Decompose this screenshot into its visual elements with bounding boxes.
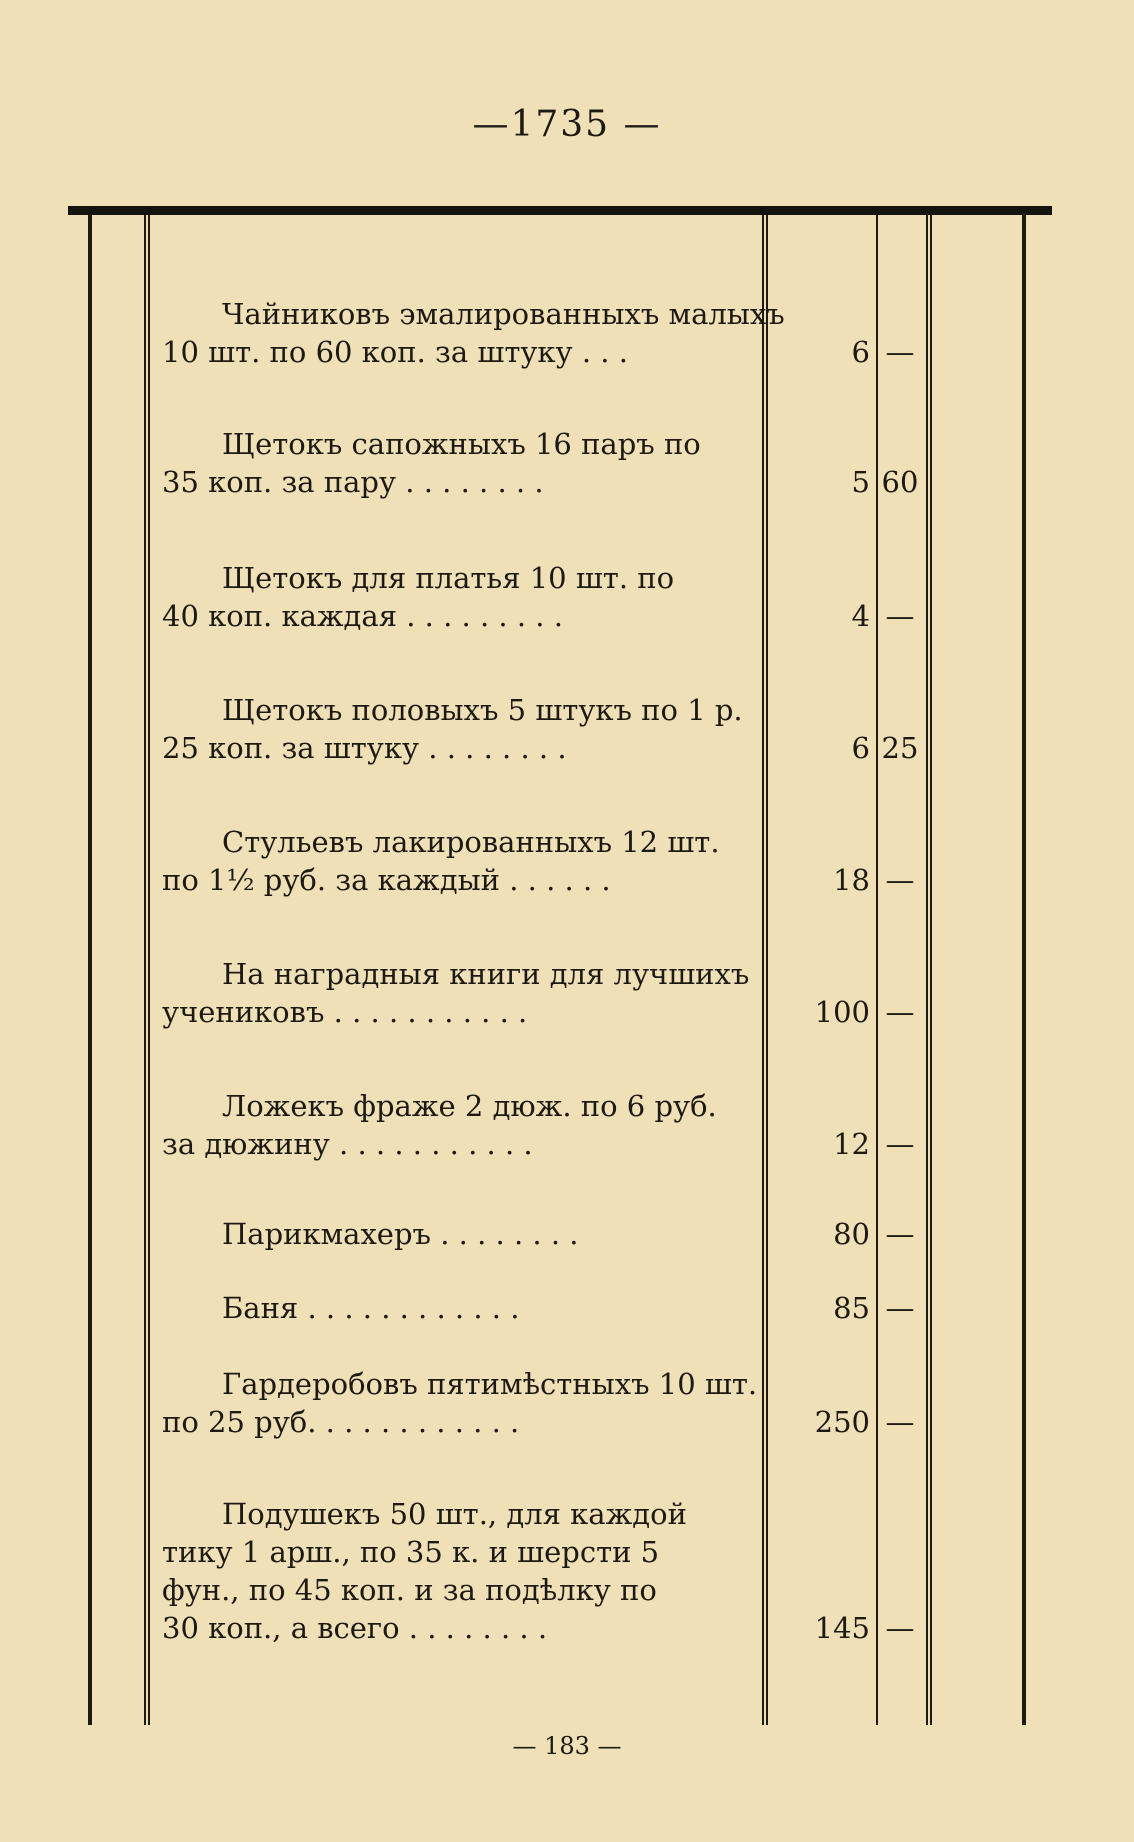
entry-line: Ложекъ фраже 2 дюж. по 6 руб. <box>222 1089 717 1123</box>
entry-line: Подушекъ 50 шт., для каждой <box>222 1497 687 1531</box>
entry-rubles: 5 <box>851 465 870 499</box>
entry-kopecks: 60 <box>881 465 919 499</box>
entry-line: по 1½ руб. за каждый . . . . . . <box>162 863 611 897</box>
entry-kopecks: — <box>885 1217 915 1251</box>
entry-line: Чайниковъ эмалированныхъ малыхъ <box>222 297 785 331</box>
ledger-rule-margin-inner <box>148 215 150 1725</box>
ledger-table <box>68 215 1052 1725</box>
entry-line: Гардеробовъ пятимѣстныхъ 10 шт. <box>222 1367 758 1401</box>
entry-description <box>162 1289 808 1327</box>
ledger-border-left <box>88 215 92 1725</box>
entry-line: Парикмахеръ . . . . . . . . <box>222 1217 579 1251</box>
entry-description <box>162 1365 808 1441</box>
entry-line: Баня . . . . . . . . . . . . <box>222 1291 520 1325</box>
entry-kopecks: — <box>885 1291 915 1325</box>
ledger-rule-kop <box>926 215 928 1725</box>
entry-rubles: 18 <box>833 863 870 897</box>
entry-line: тику 1 арш., по 35 к. и шерсти 5 <box>162 1535 660 1569</box>
entry-description <box>162 425 808 501</box>
entry-line: Стульевъ лакированныхъ 12 шт. <box>222 825 720 859</box>
page-footer-number: — 183 — <box>512 1732 622 1760</box>
entry-description <box>162 1495 808 1647</box>
page-header-number: —1735 — <box>472 104 662 145</box>
entry-kopecks: — <box>885 995 915 1029</box>
entry-rubles: 12 <box>833 1127 870 1161</box>
entry-description <box>162 691 808 767</box>
entry-description <box>162 823 808 899</box>
entry-description <box>162 955 808 1031</box>
entry-rubles: 145 <box>814 1611 870 1645</box>
entry-rubles: 85 <box>833 1291 870 1325</box>
top-rule <box>68 206 1052 215</box>
entry-line: по 25 руб. . . . . . . . . . . . <box>162 1405 520 1439</box>
entry-line: Щетокъ сапожныхъ 16 паръ по <box>222 427 701 461</box>
entry-line: На наградныя книги для лучшихъ <box>222 957 750 991</box>
entry-line: 10 шт. по 60 коп. за штуку . . . <box>162 335 628 369</box>
entry-kopecks: — <box>885 1127 915 1161</box>
entry-kopecks: — <box>885 1405 915 1439</box>
entry-line: 40 коп. каждая . . . . . . . . . <box>162 599 563 633</box>
entry-line: Щетокъ половыхъ 5 штукъ по 1 р. <box>222 693 743 727</box>
entry-rubles: 80 <box>833 1217 870 1251</box>
entry-kopecks: — <box>885 335 915 369</box>
ledger-rule-kop-inner <box>930 215 932 1725</box>
entry-line: 25 коп. за штуку . . . . . . . . <box>162 731 567 765</box>
entry-line: фун., по 45 коп. и за подѣлку по <box>162 1573 657 1607</box>
entry-rubles: 250 <box>814 1405 870 1439</box>
entry-kopecks: — <box>885 863 915 897</box>
entry-rubles: 4 <box>851 599 870 633</box>
entry-line: Щетокъ для платья 10 шт. по <box>222 561 675 595</box>
ledger-rule-rub <box>876 215 878 1725</box>
entry-description <box>162 559 808 635</box>
entry-rubles: 100 <box>814 995 870 1029</box>
entry-line: учениковъ . . . . . . . . . . . <box>162 995 528 1029</box>
entry-kopecks: — <box>885 599 915 633</box>
entry-line: 30 коп., а всего . . . . . . . . <box>162 1611 548 1645</box>
entry-kopecks: — <box>885 1611 915 1645</box>
ledger-rule-margin <box>144 215 146 1725</box>
entry-description <box>162 1087 808 1163</box>
entry-line: 35 коп. за пару . . . . . . . . <box>162 465 544 499</box>
entry-kopecks: 25 <box>881 731 919 765</box>
ledger-border-right <box>1022 215 1026 1725</box>
entry-rubles: 6 <box>851 731 870 765</box>
entry-line: за дюжину . . . . . . . . . . . <box>162 1127 533 1161</box>
entry-description <box>162 1215 808 1253</box>
entry-rubles: 6 <box>851 335 870 369</box>
entry-description <box>162 295 808 371</box>
